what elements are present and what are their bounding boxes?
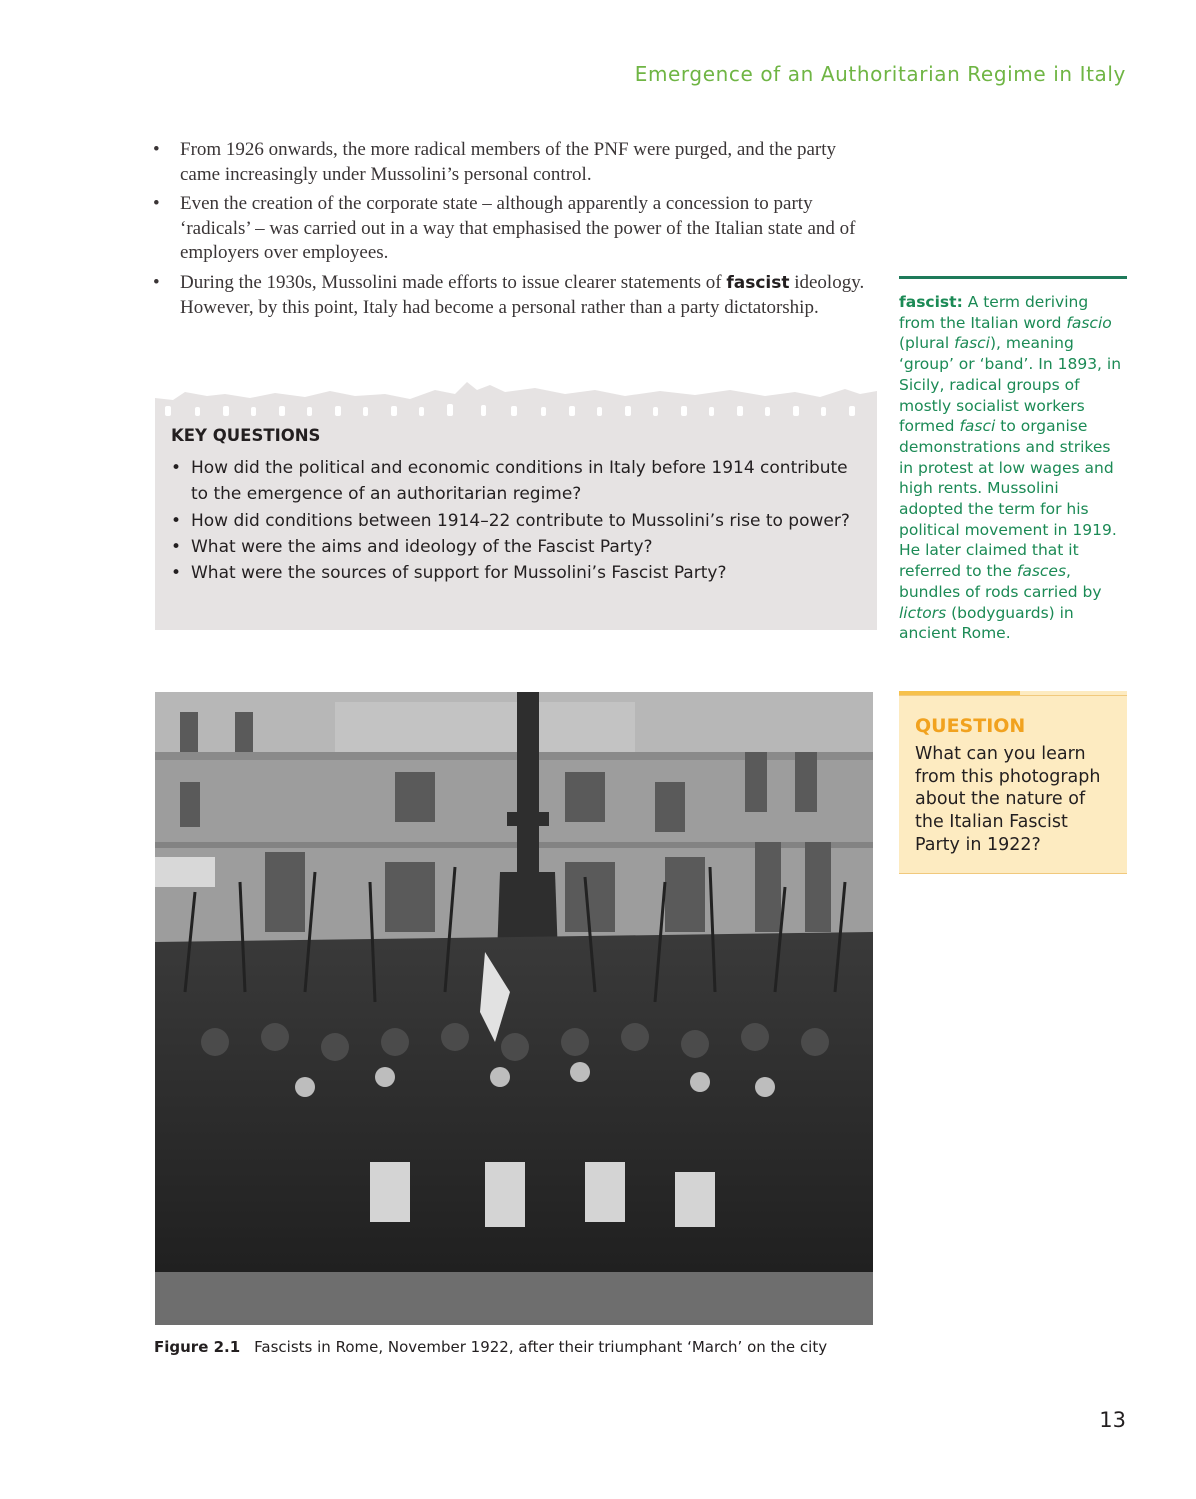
bullet-dot: •: [153, 271, 160, 293]
bullet-list: [150, 138, 880, 325]
key-questions-list: [171, 455, 851, 586]
key-questions-box: [155, 378, 877, 630]
glossary-definition: [899, 276, 1127, 644]
figure-label: Figure 2.1: [154, 1338, 241, 1356]
page-number: 13: [1099, 1408, 1126, 1432]
bullet-item: [150, 271, 880, 320]
bullet-dot: •: [171, 510, 182, 531]
glossary-text: , bundles of rods carried by: [899, 562, 1102, 601]
figure-caption: [154, 1338, 827, 1356]
bullet-text: ideology. However, by this point, Italy had become a personal rather than a party dictatorship.: [180, 271, 865, 318]
running-title: Emergence of an Authoritarian Regime in Italy: [634, 62, 1126, 86]
bullet-dot: •: [153, 139, 160, 160]
bullet-dot: •: [171, 536, 182, 557]
torn-edge-decoration: [155, 378, 877, 420]
bullet-dot: •: [171, 563, 182, 584]
key-question-text: How did conditions between 1914–22 contribute to Mussolini’s rise to power?: [191, 510, 850, 531]
key-question-item: [171, 508, 851, 534]
glossary-text: (plural: [899, 334, 955, 353]
glossary-text: (bodyguards) in ancient Rome.: [899, 603, 1074, 643]
glossary-text: to organise demonstrations and strikes in protest at low wages and high rents. Mussolini adopted the term for his political movement in 1919. He later claimed that it referred to the: [899, 417, 1117, 581]
bullet-item: [150, 138, 880, 187]
figure-photograph: [155, 692, 873, 1325]
bullet-dot: •: [153, 193, 160, 215]
key-questions-title: KEY QUESTIONS: [171, 426, 321, 445]
question-title: QUESTION: [915, 715, 1026, 737]
bullet-dot: •: [171, 458, 182, 478]
key-question-text: What were the aims and ideology of the Fascist Party?: [191, 536, 653, 557]
glossary-text: A term deriving from the Italian word: [899, 293, 1089, 332]
glossary-text: ), meaning ‘group’ or ‘band’. In 1893, in Sicily, radical groups of mostly socialist workers formed: [899, 334, 1122, 436]
glossary-italic: fasces: [1016, 562, 1067, 581]
glossary-italic: lictors: [899, 603, 947, 622]
key-question-item: [171, 534, 851, 560]
question-box: [899, 691, 1127, 874]
bullet-item: [150, 192, 880, 266]
question-text: What can you learn from this photograph about the nature of the Italian Fascist Party in 1922?: [915, 744, 1101, 855]
key-question-item: [171, 455, 851, 508]
figure-caption-text: Fascists in Rome, November 1922, after their triumphant ‘March’ on the city: [254, 1338, 828, 1356]
key-question-text: What were the sources of support for Mussolini’s Fascist Party?: [191, 563, 727, 584]
glossary-italic: fascio: [1066, 313, 1112, 332]
key-question-item: [171, 560, 851, 586]
photograph-illustration: [155, 692, 873, 1325]
key-question-text: How did the political and economic conditions in Italy before 1914 contribute to the emergence of an authoritarian regime?: [191, 458, 848, 505]
key-questions-panel: [155, 418, 877, 630]
cobblestone-ground: [155, 1272, 873, 1325]
bullet-text: During the 1930s, Mussolini made efforts to issue clearer statements of: [180, 271, 727, 293]
glossary-term: fascist:: [899, 293, 963, 311]
bullet-text: From 1926 onwards, the more radical members of the PNF were purged, and the party came increasingly under Mussolini’s personal control.: [180, 139, 837, 185]
glossary-keyword: fascist: [726, 272, 790, 293]
glossary-italic: fasci: [959, 417, 996, 436]
question-top-rule: [899, 695, 1127, 696]
glossary-italic: fasci: [954, 334, 990, 353]
bullet-text: Even the creation of the corporate state – although apparently a concession to party ‘radicals’ – was carried out in a way that emphasised the power of the Italian state and of employers over employees.: [180, 193, 856, 264]
